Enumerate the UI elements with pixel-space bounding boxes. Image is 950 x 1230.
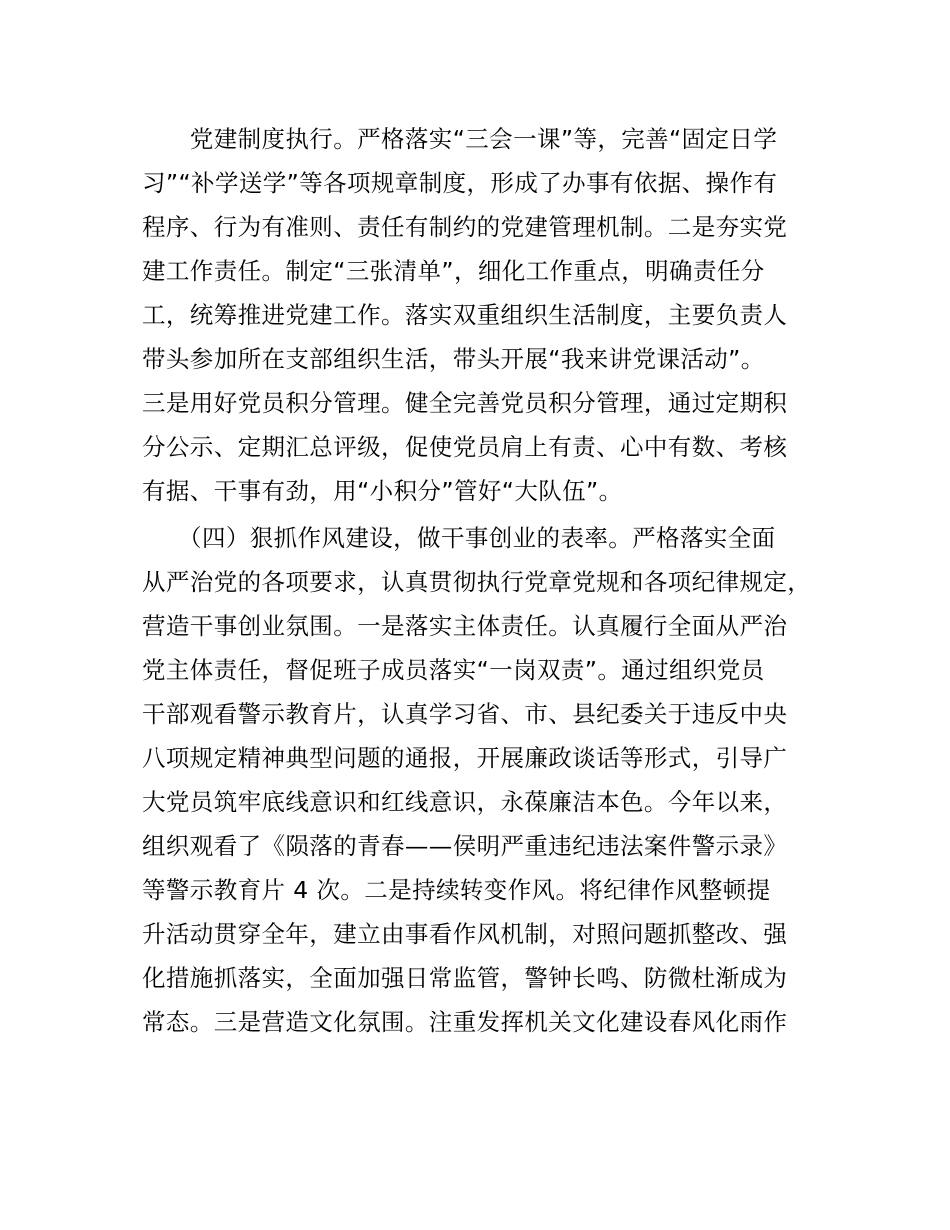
text-line: 营造干事创业氛围。一是落实主体责任。认真履行全面从严治 xyxy=(142,612,788,640)
text-line: 大党员筑牢底线意识和红线意识，永葆廉洁本色。今年以来， xyxy=(142,788,788,816)
text-line: 组织观看了《陨落的青春——侯明严重违纪违法案件警示录》 xyxy=(142,832,788,860)
text-line: 常态。三是营造文化氛围。注重发挥机关文化建设春风化雨作 xyxy=(142,1008,788,1036)
text-line: 建工作责任。制定“三张清单”，细化工作重点，明确责任分 xyxy=(142,257,765,285)
text-line: 工，统筹推进党建工作。落实双重组织生活制度，主要负责人 xyxy=(142,301,788,329)
text-line: 程序、行为有准则、责任有制约的党建管理机制。二是夯实党 xyxy=(142,213,788,241)
text-line: 党建制度执行。严格落实“三会一课”等，完善“固定日学 xyxy=(142,125,778,153)
text-line: 干部观看警示教育片，认真学习省、市、县纪委关于违反中央 xyxy=(142,700,788,728)
text-line: 分公示、定期汇总评级，促使党员肩上有责、心中有数、考核 xyxy=(142,433,788,461)
text-line: 有据、干事有劲，用“小积分”管好“大队伍”。 xyxy=(142,477,623,505)
text-line: 化措施抓落实，全面加强日常监管，警钟长鸣、防微杜渐成为 xyxy=(142,964,788,992)
text-line: 带头参加所在支部组织生活，带头开展“我来讲党课活动”。 xyxy=(142,345,765,373)
text-line: 从严治党的各项要求，认真贯彻执行党章党规和各项纪律规定， xyxy=(142,568,812,596)
text-line: （四）狠抓作风建设，做干事创业的表率。严格落实全面 xyxy=(142,524,776,552)
text-line: 习”“补学送学”等各项规章制度，形成了办事有依据、操作有 xyxy=(142,169,778,197)
text-line: 升活动贯穿全年，建立由事看作风机制，对照问题抓整改、强 xyxy=(142,920,788,948)
paragraph-party-building-system xyxy=(142,117,842,513)
paragraph-work-style xyxy=(142,516,842,1044)
text-line: 等警示教育片 4 次。二是持续转变作风。将纪律作风整顿提 xyxy=(142,876,771,904)
text-line: 三是用好党员积分管理。健全完善党员积分管理，通过定期积 xyxy=(142,389,788,417)
text-line: 党主体责任，督促班子成员落实“一岗双责”。通过组织党员 xyxy=(142,656,765,684)
text-line: 八项规定精神典型问题的通报，开展廉政谈话等形式，引导广 xyxy=(142,744,788,772)
